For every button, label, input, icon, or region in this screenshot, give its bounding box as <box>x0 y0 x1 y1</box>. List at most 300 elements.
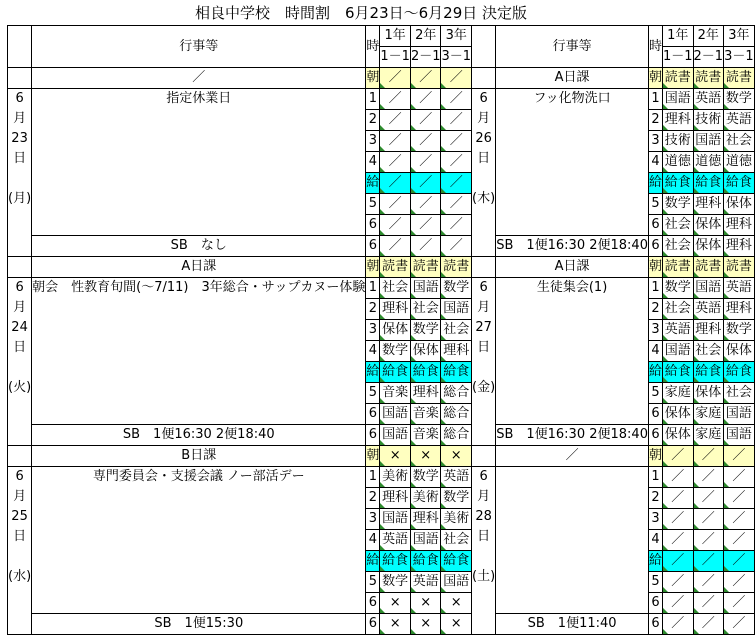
period-label: 4 <box>366 530 380 551</box>
date-char: 28 <box>475 509 492 524</box>
date-blank <box>8 257 32 278</box>
header-period: 時 <box>648 26 662 68</box>
class-cell: 保体 <box>380 320 411 341</box>
class-cell: 給食 <box>410 362 441 383</box>
date-column <box>8 467 32 635</box>
class-cell: ／ <box>441 194 472 215</box>
period-label: 給 <box>366 551 380 572</box>
class-cell: 理科 <box>693 194 724 215</box>
class-cell: ／ <box>662 488 693 509</box>
header-class: 2－1 <box>410 47 441 68</box>
class-cell: ／ <box>693 446 724 467</box>
timetable-row <box>8 446 755 467</box>
course-label: A日課 <box>496 68 649 89</box>
class-cell: 理科 <box>693 320 724 341</box>
period-label: 朝 <box>648 68 662 89</box>
date-column <box>472 89 496 257</box>
period-label: 4 <box>366 341 380 362</box>
class-cell: ／ <box>693 572 724 593</box>
class-cell: 総合 <box>441 425 472 446</box>
class-cell: ／ <box>693 488 724 509</box>
period-label: 2 <box>648 110 662 131</box>
period-label: 3 <box>366 320 380 341</box>
period-label: 5 <box>366 194 380 215</box>
class-cell: 給食 <box>693 173 724 194</box>
class-cell: ／ <box>662 509 693 530</box>
class-cell: 数学 <box>662 194 693 215</box>
class-cell: 国語 <box>380 509 411 530</box>
period-label: 1 <box>366 278 380 299</box>
date-char: 6 <box>479 280 488 295</box>
date-char: 23 <box>11 131 28 146</box>
period-label: 6 <box>648 593 662 614</box>
class-cell: 理科 <box>410 509 441 530</box>
class-cell: ／ <box>662 572 693 593</box>
period-label: 1 <box>366 89 380 110</box>
class-cell: 国語 <box>662 89 693 110</box>
timetable-row <box>8 425 755 446</box>
period-label: 朝 <box>648 257 662 278</box>
class-cell: 数学 <box>380 572 411 593</box>
events-text: 専門委員会・支援会議 ノー部活デー <box>32 467 366 614</box>
period-label: 4 <box>648 530 662 551</box>
timetable-row <box>8 467 755 488</box>
class-cell: 保体 <box>693 215 724 236</box>
class-cell: ／ <box>441 131 472 152</box>
class-cell: 英語 <box>693 299 724 320</box>
class-cell: 英語 <box>410 572 441 593</box>
class-cell: 数学 <box>441 278 472 299</box>
class-cell: 理科 <box>380 488 411 509</box>
class-cell: × <box>441 614 472 635</box>
class-cell: 読書 <box>662 68 693 89</box>
sb-info: SB 1便16:30 2便18:40 <box>32 425 366 446</box>
class-cell: 道徳 <box>693 152 724 173</box>
class-cell: 数学 <box>410 467 441 488</box>
period-label: 給 <box>648 551 662 572</box>
header-class: 1－1 <box>662 47 693 68</box>
class-cell: 保体 <box>693 383 724 404</box>
header-row-grades <box>8 26 755 47</box>
class-cell: 国語 <box>380 425 411 446</box>
class-cell: 家庭 <box>662 383 693 404</box>
class-cell: 読書 <box>662 257 693 278</box>
date-char: (木) <box>472 191 496 206</box>
class-cell: 理科 <box>724 215 755 236</box>
class-cell: ／ <box>410 68 441 89</box>
class-cell: ／ <box>441 173 472 194</box>
class-cell: ／ <box>724 467 755 488</box>
period-label: 6 <box>366 593 380 614</box>
class-cell: ／ <box>410 131 441 152</box>
class-cell: 読書 <box>724 68 755 89</box>
class-cell: × <box>410 593 441 614</box>
class-cell: ／ <box>724 593 755 614</box>
period-label: 3 <box>366 509 380 530</box>
class-cell: 総合 <box>441 383 472 404</box>
period-label: 2 <box>366 299 380 320</box>
class-cell: 技術 <box>662 131 693 152</box>
class-cell: 数学 <box>380 341 411 362</box>
period-label: 5 <box>366 572 380 593</box>
class-cell: ／ <box>724 551 755 572</box>
class-cell: 保体 <box>693 236 724 257</box>
class-cell: ／ <box>662 467 693 488</box>
date-char: 月 <box>13 111 27 126</box>
course-label: ／ <box>496 446 649 467</box>
class-cell: ／ <box>662 446 693 467</box>
date-char <box>472 358 495 378</box>
class-cell: ／ <box>380 110 411 131</box>
period-label: 6 <box>648 215 662 236</box>
class-cell: 数学 <box>724 89 755 110</box>
period-label: 給 <box>366 173 380 194</box>
date-char: 日 <box>477 529 491 544</box>
timetable-row <box>8 614 755 635</box>
class-cell: 家庭 <box>693 425 724 446</box>
date-char <box>8 358 31 378</box>
class-cell: 道徳 <box>662 152 693 173</box>
class-cell: 社会 <box>693 341 724 362</box>
class-cell: 数学 <box>662 278 693 299</box>
date-column <box>8 278 32 446</box>
class-cell: 社会 <box>441 530 472 551</box>
period-label: 5 <box>648 194 662 215</box>
events-text: 朝会 性教育旬間(～7/11) 3年総合・サップカヌー体験 <box>32 278 366 425</box>
header-grade: 1年 <box>662 26 693 47</box>
header-grade: 3年 <box>724 26 755 47</box>
timetable-row <box>8 278 755 299</box>
class-cell: 理科 <box>410 383 441 404</box>
class-cell: 給食 <box>724 362 755 383</box>
timetable-row <box>8 257 755 278</box>
header-grade: 3年 <box>441 26 472 47</box>
class-cell: ／ <box>662 551 693 572</box>
period-label: 3 <box>648 131 662 152</box>
class-cell: ／ <box>410 215 441 236</box>
date-char <box>472 169 495 189</box>
class-cell: 給食 <box>724 173 755 194</box>
class-cell: 理科 <box>380 299 411 320</box>
header-events: 行事等 <box>496 26 649 68</box>
class-cell: 英語 <box>380 530 411 551</box>
class-cell: 技術 <box>693 110 724 131</box>
timetable-sheet <box>7 25 755 635</box>
class-cell: ／ <box>441 236 472 257</box>
date-char: 日 <box>477 151 491 166</box>
date-char: 月 <box>477 489 491 504</box>
date-char: 6 <box>15 280 24 295</box>
class-cell: 音楽 <box>380 383 411 404</box>
class-cell: 保体 <box>410 341 441 362</box>
class-cell: 理科 <box>662 110 693 131</box>
class-cell: 英語 <box>724 278 755 299</box>
class-cell: 総合 <box>441 404 472 425</box>
date-char <box>472 547 495 567</box>
date-char: 日 <box>13 151 27 166</box>
class-cell: ／ <box>380 152 411 173</box>
class-cell: × <box>410 614 441 635</box>
course-label: B日課 <box>32 446 366 467</box>
class-cell: 国語 <box>410 530 441 551</box>
class-cell: 社会 <box>724 383 755 404</box>
date-char: 24 <box>11 320 28 335</box>
date-blank <box>472 257 496 278</box>
class-cell: 読書 <box>693 257 724 278</box>
course-label: ／ <box>32 68 366 89</box>
sb-info: SB 1便16:30 2便18:40 <box>496 236 649 257</box>
date-blank <box>472 446 496 467</box>
header-class: 1－1 <box>380 47 411 68</box>
class-cell: 国語 <box>693 131 724 152</box>
class-cell: 給食 <box>410 551 441 572</box>
class-cell: ／ <box>724 614 755 635</box>
date-char: (土) <box>472 569 496 584</box>
date-char: 6 <box>479 91 488 106</box>
timetable <box>7 25 755 635</box>
events-text: 生徒集会(1) <box>496 278 649 425</box>
class-cell: 理科 <box>441 341 472 362</box>
class-cell: 国語 <box>441 572 472 593</box>
course-label: A日課 <box>496 257 649 278</box>
class-cell: × <box>441 446 472 467</box>
date-char <box>8 169 31 189</box>
date-blank <box>8 68 32 89</box>
date-char: 月 <box>477 300 491 315</box>
period-label: 5 <box>648 572 662 593</box>
class-cell: ／ <box>380 68 411 89</box>
class-cell: ／ <box>410 152 441 173</box>
class-cell: 給食 <box>693 362 724 383</box>
class-cell: ／ <box>441 110 472 131</box>
class-cell: 数学 <box>724 320 755 341</box>
events-text: フッ化物洗口 <box>496 89 649 236</box>
class-cell: 保体 <box>662 425 693 446</box>
class-cell: 保体 <box>724 194 755 215</box>
page-title: 相良中学校 時間割 6月23日～6月29日 決定版 <box>194 4 528 22</box>
class-cell: × <box>380 446 411 467</box>
period-label: 3 <box>648 320 662 341</box>
class-cell: ／ <box>441 68 472 89</box>
timetable-row <box>8 236 755 257</box>
header-class: 2－1 <box>693 47 724 68</box>
period-label: 6 <box>648 614 662 635</box>
date-char: 27 <box>475 320 492 335</box>
class-cell: 国語 <box>724 425 755 446</box>
class-cell: ／ <box>441 89 472 110</box>
class-cell: 国語 <box>693 278 724 299</box>
date-char: 26 <box>475 131 492 146</box>
class-cell: 英語 <box>693 89 724 110</box>
period-label: 3 <box>648 509 662 530</box>
period-label: 2 <box>648 299 662 320</box>
class-cell: ／ <box>441 215 472 236</box>
class-cell: ／ <box>410 173 441 194</box>
class-cell: 社会 <box>380 278 411 299</box>
period-label: 6 <box>648 425 662 446</box>
class-cell: 社会 <box>662 299 693 320</box>
class-cell: 給食 <box>380 362 411 383</box>
header-grade: 2年 <box>693 26 724 47</box>
period-label: 4 <box>366 152 380 173</box>
period-label: 5 <box>366 383 380 404</box>
class-cell: 国語 <box>724 404 755 425</box>
class-cell: ／ <box>724 509 755 530</box>
header-blank <box>472 26 496 68</box>
class-cell: 読書 <box>724 257 755 278</box>
class-cell: 音楽 <box>410 425 441 446</box>
class-cell: ／ <box>380 89 411 110</box>
class-cell: ／ <box>693 614 724 635</box>
class-cell: 保体 <box>724 341 755 362</box>
period-label: 6 <box>366 215 380 236</box>
class-cell: 社会 <box>410 299 441 320</box>
timetable-row <box>8 68 755 89</box>
class-cell: 理科 <box>724 236 755 257</box>
class-cell: 社会 <box>441 320 472 341</box>
class-cell: 読書 <box>441 257 472 278</box>
header-class: 3－1 <box>441 47 472 68</box>
period-label: 朝 <box>648 446 662 467</box>
period-label: 6 <box>366 236 380 257</box>
header-events: 行事等 <box>32 26 366 68</box>
events-text <box>496 467 649 614</box>
class-cell: ／ <box>380 215 411 236</box>
period-label: 6 <box>648 404 662 425</box>
class-cell: ／ <box>662 530 693 551</box>
class-cell: 数学 <box>410 320 441 341</box>
class-cell: 国語 <box>441 299 472 320</box>
class-cell: 家庭 <box>693 404 724 425</box>
header-blank <box>8 26 32 68</box>
date-char: 6 <box>15 469 24 484</box>
sb-info: SB 1便16:30 2便18:40 <box>496 425 649 446</box>
date-char: 月 <box>13 300 27 315</box>
class-cell: 給食 <box>662 173 693 194</box>
class-cell: 国語 <box>380 404 411 425</box>
period-label: 4 <box>648 341 662 362</box>
class-cell: 音楽 <box>410 404 441 425</box>
date-char: 日 <box>13 529 27 544</box>
class-cell: × <box>410 446 441 467</box>
header-grade: 2年 <box>410 26 441 47</box>
class-cell: ／ <box>693 593 724 614</box>
period-label: 1 <box>366 467 380 488</box>
date-char <box>8 547 31 567</box>
period-label: 3 <box>366 131 380 152</box>
class-cell: 国語 <box>410 278 441 299</box>
class-cell: 社会 <box>724 131 755 152</box>
class-cell: 数学 <box>441 488 472 509</box>
class-cell: 美術 <box>410 488 441 509</box>
date-char: 月 <box>13 489 27 504</box>
date-column <box>472 467 496 635</box>
date-column <box>472 278 496 446</box>
date-char: (火) <box>8 380 32 395</box>
class-cell: 美術 <box>380 467 411 488</box>
sb-info: SB なし <box>32 236 366 257</box>
period-label: 6 <box>366 404 380 425</box>
class-cell: 社会 <box>662 215 693 236</box>
period-label: 6 <box>648 236 662 257</box>
course-label: A日課 <box>32 257 366 278</box>
class-cell: 給食 <box>380 551 411 572</box>
class-cell: ／ <box>410 194 441 215</box>
class-cell: × <box>441 593 472 614</box>
class-cell: 読書 <box>693 68 724 89</box>
class-cell: 英語 <box>662 320 693 341</box>
class-cell: ／ <box>380 236 411 257</box>
period-label: 朝 <box>366 446 380 467</box>
period-label: 1 <box>648 467 662 488</box>
class-cell: ／ <box>693 467 724 488</box>
class-cell: ／ <box>380 173 411 194</box>
timetable-row <box>8 89 755 110</box>
date-char: 日 <box>477 340 491 355</box>
class-cell: ／ <box>693 509 724 530</box>
class-cell: ／ <box>380 194 411 215</box>
class-cell: ／ <box>693 551 724 572</box>
period-label: 給 <box>648 173 662 194</box>
class-cell: 給食 <box>662 362 693 383</box>
class-cell: 読書 <box>410 257 441 278</box>
date-char: 6 <box>479 469 488 484</box>
class-cell: 国語 <box>662 341 693 362</box>
class-cell: 美術 <box>441 509 472 530</box>
class-cell: ／ <box>724 488 755 509</box>
class-cell: 道徳 <box>724 152 755 173</box>
header-grade: 1年 <box>380 26 411 47</box>
class-cell: ／ <box>410 236 441 257</box>
date-char: (金) <box>472 380 496 395</box>
period-label: 2 <box>366 110 380 131</box>
class-cell: ／ <box>441 152 472 173</box>
class-cell: ／ <box>410 110 441 131</box>
class-cell: ／ <box>724 530 755 551</box>
class-cell: 英語 <box>441 467 472 488</box>
class-cell: ／ <box>724 572 755 593</box>
date-char: 月 <box>477 111 491 126</box>
class-cell: × <box>380 593 411 614</box>
date-blank <box>8 446 32 467</box>
class-cell: 給食 <box>441 551 472 572</box>
period-label: 2 <box>648 488 662 509</box>
period-label: 6 <box>366 614 380 635</box>
period-label: 6 <box>366 425 380 446</box>
period-label: 朝 <box>366 68 380 89</box>
period-label: 5 <box>648 383 662 404</box>
class-cell: 英語 <box>724 110 755 131</box>
date-char: (水) <box>8 569 32 584</box>
events-text: 指定休業日 <box>32 89 366 236</box>
class-cell: ／ <box>380 131 411 152</box>
period-label: 給 <box>648 362 662 383</box>
class-cell: 社会 <box>662 236 693 257</box>
sb-info: SB 1便15:30 <box>32 614 366 635</box>
period-label: 給 <box>366 362 380 383</box>
period-label: 2 <box>366 488 380 509</box>
class-cell: ／ <box>662 614 693 635</box>
date-char: (月) <box>8 191 32 206</box>
class-cell: 給食 <box>441 362 472 383</box>
period-label: 1 <box>648 89 662 110</box>
class-cell: 理科 <box>724 299 755 320</box>
class-cell: 保体 <box>662 404 693 425</box>
sb-info: SB 1便11:40 <box>496 614 649 635</box>
class-cell: ／ <box>724 446 755 467</box>
period-label: 朝 <box>366 257 380 278</box>
class-cell: 読書 <box>380 257 411 278</box>
